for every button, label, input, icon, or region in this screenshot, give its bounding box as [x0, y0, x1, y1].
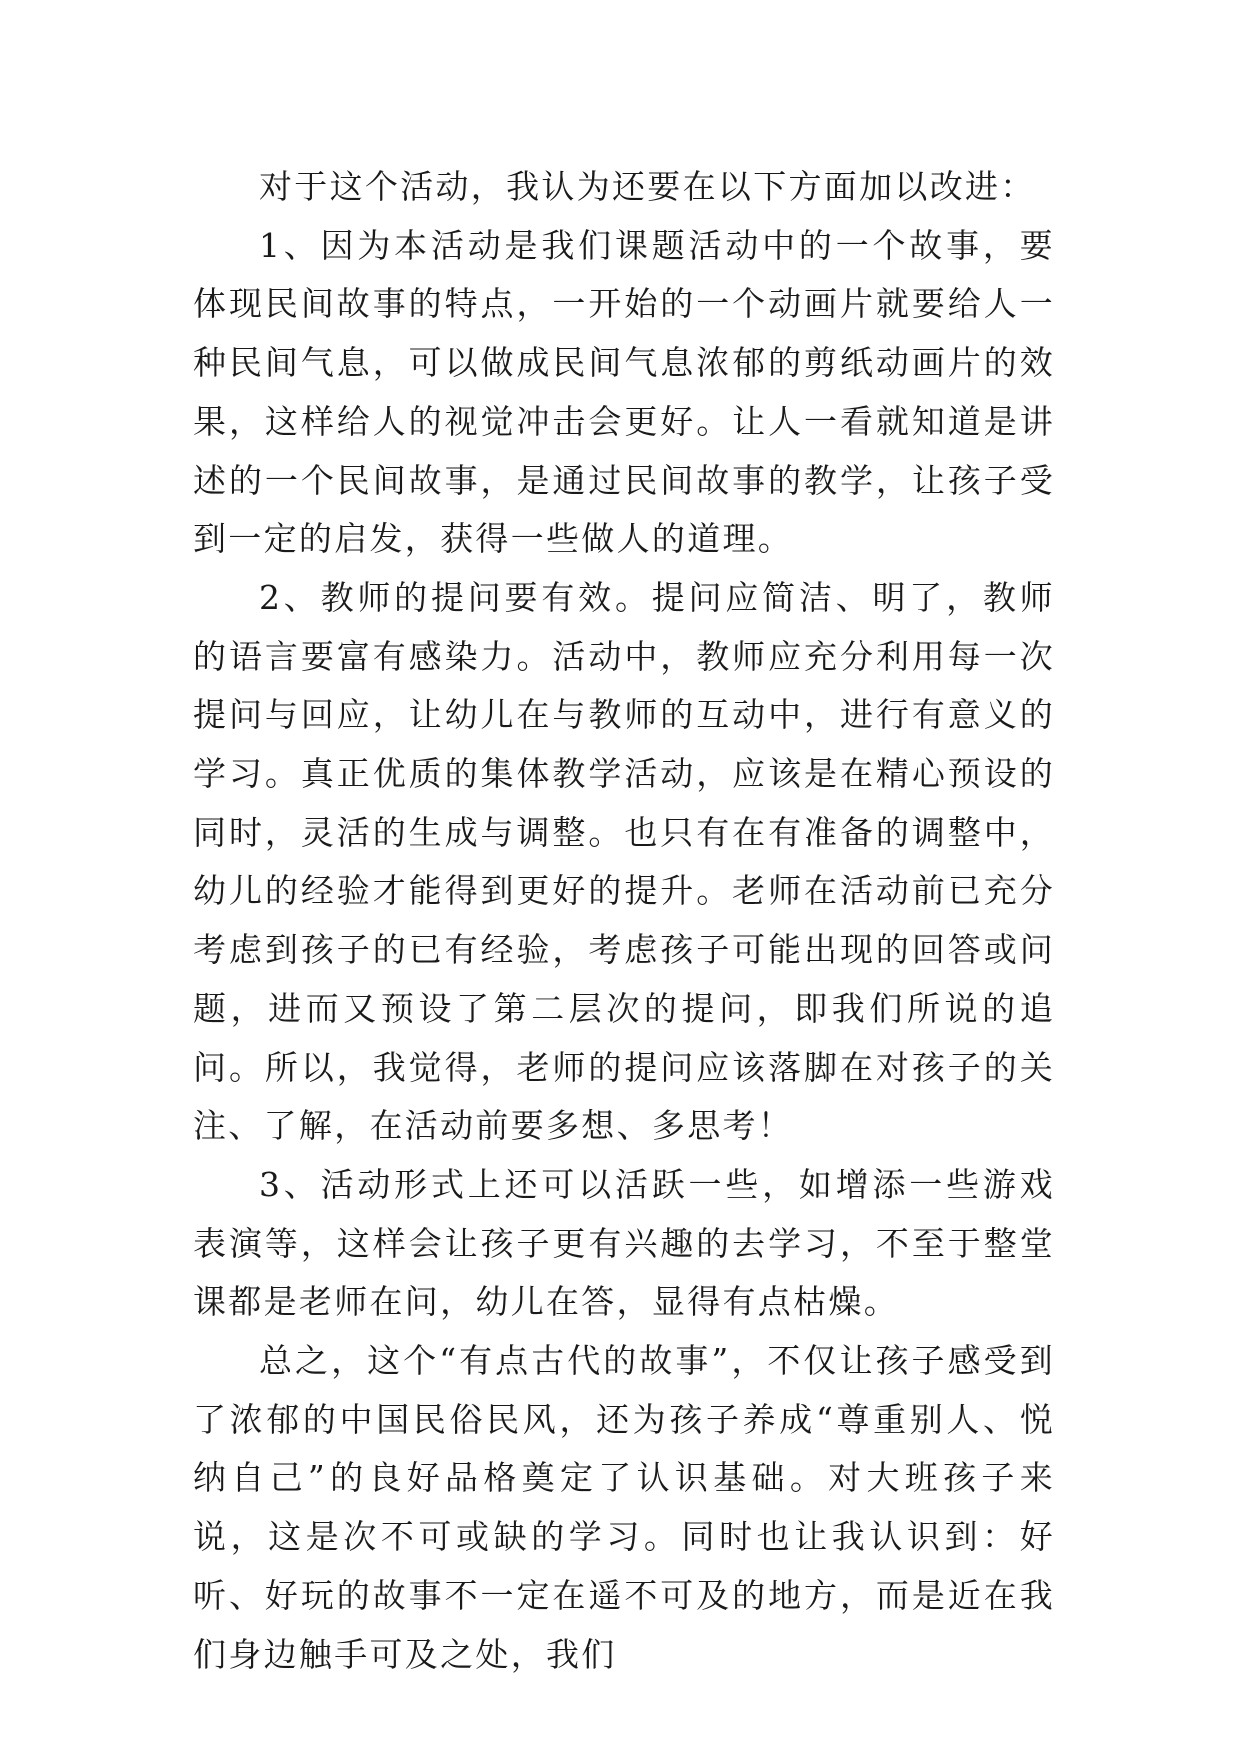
paragraph-point-3: 3、活动形式上还可以活跃一些，如增添一些游戏表演等，这样会让孩子更有兴趣的去学习，不至于整堂课都是老师在问，幼儿在答，显得有点枯燥。: [193, 1164, 1055, 1322]
paragraph-intro: 对于这个活动，我认为还要在以下方面加以改进：: [259, 167, 1036, 206]
paragraph-point-2: 2、教师的提问要有效。提问应简洁、明了，教师的语言要富有感染力。活动中，教师应充分利用每一次提问与回应，让幼儿在与教师的互动中，进行有意义的学习。真正优质的集体教学活动，应该是在精心预设的同时，灵活的生成与调整。也只有在有准备的调整中，幼儿的经验才能得到更好的提升。老师在活动前已充分考虑到孩子的已有经验，考虑孩子可能出现的回答或问题，进而又预设了第二层次的提问，即我们所说的追问。所以，我觉得，老师的提问应该落脚在对孩子的关注、了解，在活动前要多想、多思考！: [193, 577, 1055, 1146]
document-body: [193, 158, 1055, 1684]
paragraph-point-1: 1、因为本活动是我们课题活动中的一个故事，要体现民间故事的特点，一开始的一个动画片就要给人一种民间气息，可以做成民间气息浓郁的剪纸动画片的效果，这样给人的视觉冲击会更好。让人一看就知道是讲述的一个民间故事，是通过民间故事的教学，让孩子受到一定的启发，获得一些做人的道理。: [193, 225, 1055, 559]
paragraph-summary: 总之，这个“有点古代的故事”，不仅让孩子感受到了浓郁的中国民俗民风，还为孩子养成“尊重别人、悦纳自己”的良好品格奠定了认识基础。对大班孩子来说，这是次不可或缺的学习。同时也让我认识到：好听、好玩的故事不一定在遥不可及的地方，而是近在我们身边触手可及之处，我们: [193, 1341, 1055, 1674]
